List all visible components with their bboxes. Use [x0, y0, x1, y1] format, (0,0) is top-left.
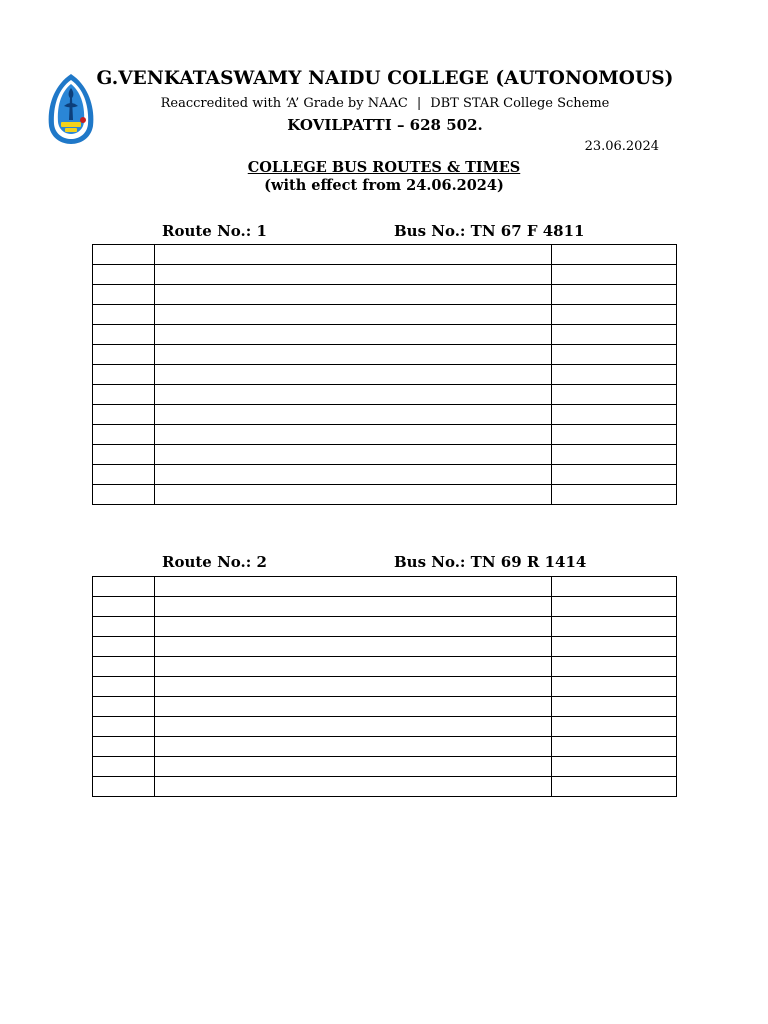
time-cell	[552, 757, 677, 777]
stop-cell	[155, 305, 552, 325]
college-name: G.VENKATASWAMY NAIDU COLLEGE (AUTONOMOUS)	[96, 68, 674, 89]
stop-cell	[155, 597, 552, 617]
route-number: Route No.: 1	[162, 222, 267, 240]
sno-cell	[93, 305, 155, 325]
table-row	[93, 657, 677, 677]
notice-date: 23.06.2024	[584, 139, 659, 154]
time-cell	[552, 465, 677, 485]
bus-number: Bus No.: TN 69 R 1414	[394, 553, 587, 571]
stop-cell	[155, 777, 552, 797]
time-cell	[552, 385, 677, 405]
notice-title-block	[0, 159, 768, 194]
table-row	[93, 485, 677, 505]
stop-cell	[155, 385, 552, 405]
time-cell	[552, 405, 677, 425]
sno-cell	[93, 737, 155, 757]
sno-cell	[93, 345, 155, 365]
sno-cell	[93, 617, 155, 637]
table-row	[93, 285, 677, 305]
sno-cell	[93, 485, 155, 505]
sno-cell	[93, 757, 155, 777]
time-cell	[552, 717, 677, 737]
stop-cell	[155, 285, 552, 305]
table-row	[93, 385, 677, 405]
time-cell	[552, 737, 677, 757]
table-row	[93, 777, 677, 797]
time-cell	[552, 365, 677, 385]
college-address: KOVILPATTI – 628 502.	[287, 116, 483, 134]
time-cell	[552, 577, 677, 597]
notice-subtitle: (with effect from 24.06.2024)	[264, 177, 504, 194]
stop-cell	[155, 405, 552, 425]
table-row	[93, 425, 677, 445]
time-cell	[552, 485, 677, 505]
stop-cell	[155, 365, 552, 385]
stop-cell	[155, 617, 552, 637]
separator: |	[416, 96, 422, 111]
time-cell	[552, 677, 677, 697]
sno-cell	[93, 265, 155, 285]
table-row	[93, 597, 677, 617]
route-1-header	[0, 222, 768, 242]
sno-cell	[93, 777, 155, 797]
time-cell	[552, 345, 677, 365]
stop-cell	[155, 677, 552, 697]
stop-cell	[155, 737, 552, 757]
sno-cell	[93, 577, 155, 597]
route-2-table	[92, 576, 677, 797]
sno-cell	[93, 597, 155, 617]
scheme-text: DBT STAR College Scheme	[430, 96, 610, 111]
stop-cell	[155, 325, 552, 345]
table-row	[93, 325, 677, 345]
sno-cell	[93, 385, 155, 405]
time-cell	[552, 305, 677, 325]
table-row	[93, 757, 677, 777]
stop-cell	[155, 445, 552, 465]
table-row	[93, 577, 677, 597]
time-cell	[552, 697, 677, 717]
stop-cell	[155, 577, 552, 597]
stop-cell	[155, 245, 552, 265]
table-row	[93, 365, 677, 385]
route-1-table	[92, 244, 677, 505]
sno-cell	[93, 717, 155, 737]
sno-cell	[93, 445, 155, 465]
sno-cell	[93, 285, 155, 305]
time-cell	[552, 777, 677, 797]
sno-cell	[93, 245, 155, 265]
time-cell	[552, 285, 677, 305]
sno-cell	[93, 405, 155, 425]
time-cell	[552, 445, 677, 465]
stop-cell	[155, 465, 552, 485]
table-row	[93, 677, 677, 697]
sno-cell	[93, 697, 155, 717]
stop-cell	[155, 485, 552, 505]
table-row	[93, 617, 677, 637]
time-cell	[552, 245, 677, 265]
accreditation-line	[96, 96, 674, 111]
table-row	[93, 265, 677, 285]
sno-cell	[93, 325, 155, 345]
table-row	[93, 245, 677, 265]
table-row	[93, 305, 677, 325]
time-cell	[552, 425, 677, 445]
table-row	[93, 345, 677, 365]
table-row	[93, 405, 677, 425]
time-cell	[552, 617, 677, 637]
stop-cell	[155, 637, 552, 657]
table-row	[93, 445, 677, 465]
stop-cell	[155, 757, 552, 777]
table-row	[93, 717, 677, 737]
table-row	[93, 637, 677, 657]
table-row	[93, 737, 677, 757]
accreditation-text: Reaccredited with ‘A’ Grade by NAAC	[160, 96, 408, 111]
sno-cell	[93, 637, 155, 657]
time-cell	[552, 637, 677, 657]
sno-cell	[93, 425, 155, 445]
stop-cell	[155, 425, 552, 445]
route-number: Route No.: 2	[162, 553, 267, 571]
college-emblem-icon	[45, 72, 97, 146]
bus-number: Bus No.: TN 67 F 4811	[394, 222, 585, 240]
time-cell	[552, 657, 677, 677]
sno-cell	[93, 365, 155, 385]
sno-cell	[93, 677, 155, 697]
time-cell	[552, 265, 677, 285]
stop-cell	[155, 345, 552, 365]
time-cell	[552, 597, 677, 617]
stop-cell	[155, 265, 552, 285]
sno-cell	[93, 465, 155, 485]
sno-cell	[93, 657, 155, 677]
table-row	[93, 697, 677, 717]
stop-cell	[155, 717, 552, 737]
stop-cell	[155, 657, 552, 677]
time-cell	[552, 325, 677, 345]
notice-title: COLLEGE BUS ROUTES & TIMES	[247, 159, 521, 176]
route-2-header	[0, 553, 768, 573]
table-row	[93, 465, 677, 485]
stop-cell	[155, 697, 552, 717]
